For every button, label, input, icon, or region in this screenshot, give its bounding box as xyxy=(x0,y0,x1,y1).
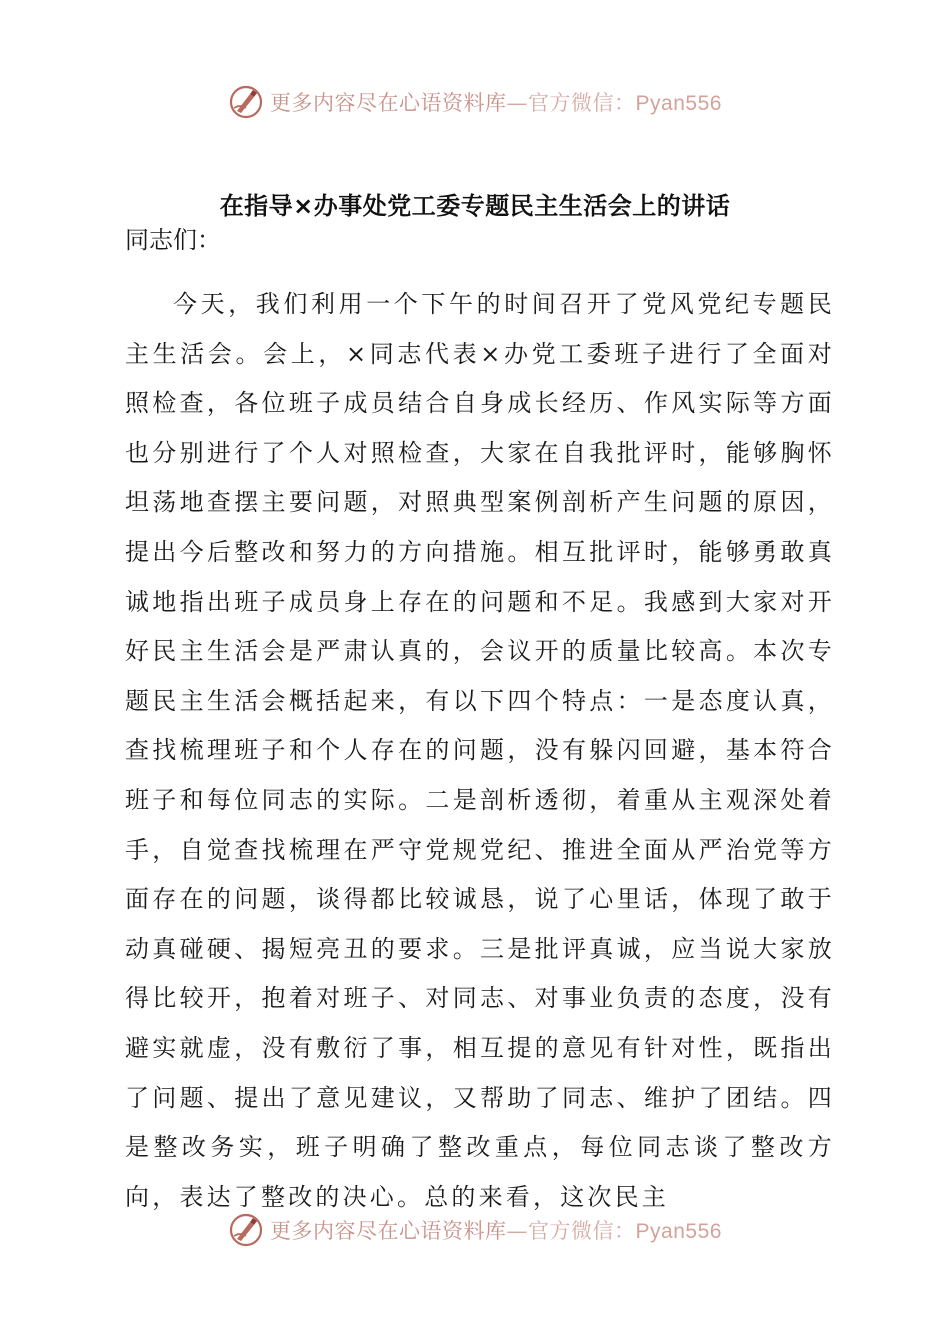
body-paragraph: 今天，我们利用一个下午的时间召开了党风党纪专题民主生活会。会上，×同志代表×办党工委班子进行了全面对照检查，各位班子成员结合自身成长经历、作风实际等方面也分别进行了个人对照检查，大家在自我批评时，能够胸怀坦荡地查摆主要问题，对照典型案例剖析产生问题的原因，提出今后整改和努力的方向措施。相互批评时，能够勇敢真诚地指出班子成员身上存在的问题和不足。我感到大家对开好民主生活会是严肃认真的，会议开的质量比较高。本次专题民主生活会概括起来，有以下四个特点：一是态度认真，查找梳理班子和个人存在的问题，没有躲闪回避，基本符合班子和每位同志的实际。二是剖析透彻，着重从主观深处着手，自觉查找梳理在严守党规党纪、推进全面从严治党等方面存在的问题，谈得都比较诚恳，说了心里话，体现了敢于动真碰硬、揭短亮丑的要求。三是批评真诚，应当说大家放得比较开，抱着对班子、对同志、对事业负责的态度，没有避实就虚，没有敷衍了事，相互提的意见有针对性，既指出了问题、提出了意见建议，又帮助了同志、维护了团结。四是整改务实，班子明确了整改重点，每位同志谈了整改方向，表达了整改的决心。总的来看，这次民主 xyxy=(125,290,835,1211)
watermark-text xyxy=(270,1215,722,1245)
footer-watermark-banner xyxy=(0,1210,950,1250)
watermark-site-text: 更多内容尽在心语资料库 xyxy=(270,91,507,115)
header-watermark-banner xyxy=(0,82,950,122)
pen-logo-icon xyxy=(228,1212,264,1248)
watermark-separator: — xyxy=(506,91,529,115)
watermark-wechat-label: 官方微信： xyxy=(528,1219,636,1243)
watermark-text xyxy=(270,87,722,117)
watermark-wechat-id: Pyan556 xyxy=(635,92,722,115)
watermark-site-text: 更多内容尽在心语资料库 xyxy=(270,1219,507,1243)
watermark-wechat-id: Pyan556 xyxy=(635,1220,722,1243)
pen-logo-icon xyxy=(228,84,264,120)
document-title: 在指导×办事处党工委专题民主生活会上的讲话 xyxy=(219,192,731,220)
watermark-separator: — xyxy=(506,1219,529,1243)
watermark-wechat-label: 官方微信： xyxy=(528,91,636,115)
salutation: 同志们： xyxy=(125,226,221,254)
